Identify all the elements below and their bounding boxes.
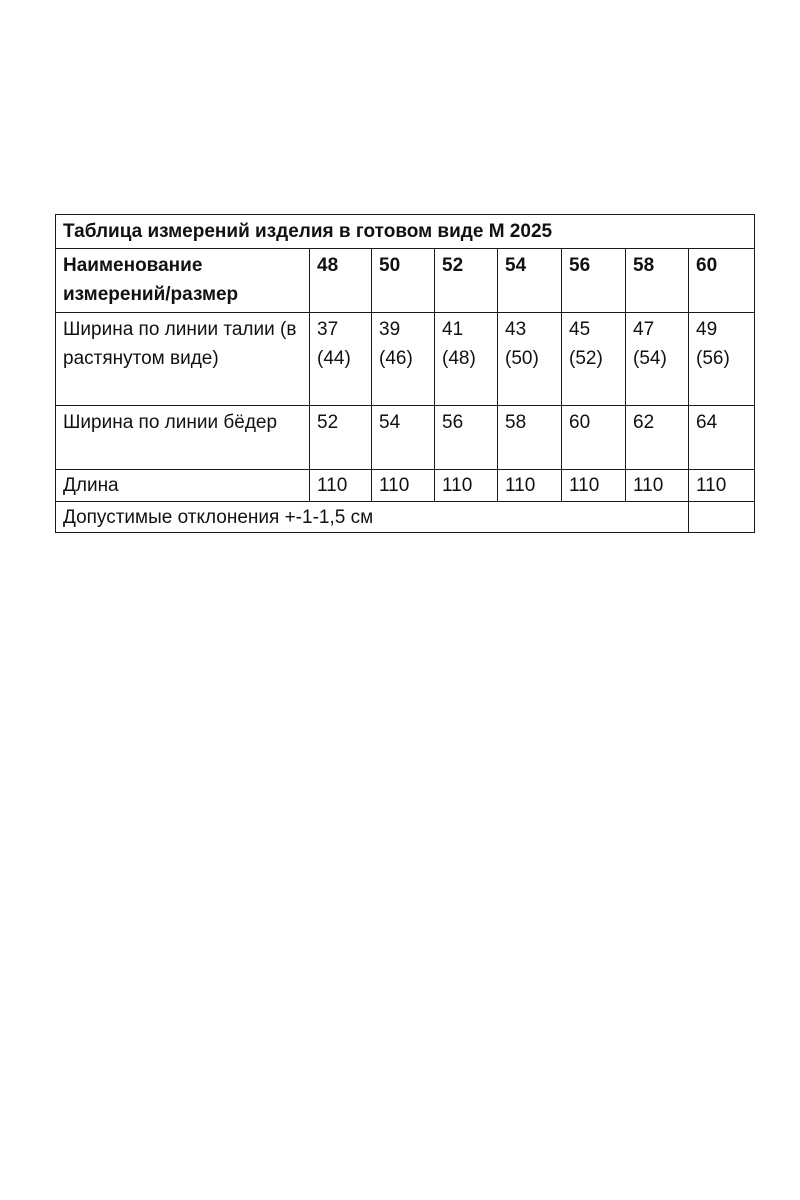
table-cell: 54	[372, 406, 435, 470]
table-title: Таблица измерений изделия в готовом виде М 2025	[56, 215, 755, 249]
table-cell	[626, 313, 689, 406]
table-cell: 58	[498, 406, 562, 470]
size-header: 54	[498, 249, 562, 313]
cell-value: 43	[505, 319, 527, 340]
table-cell: 110	[562, 470, 626, 502]
table-cell: 110	[372, 470, 435, 502]
row-label-length: Длина	[56, 470, 310, 502]
table-row	[56, 470, 755, 502]
cell-value: 45	[569, 319, 591, 340]
table-cell	[562, 313, 626, 406]
table-cell: 110	[626, 470, 689, 502]
row-label-waist-width: Ширина по линии талии (в растянутом виде)	[56, 313, 310, 406]
table-cell: 110	[435, 470, 498, 502]
cell-value: 47	[633, 319, 655, 340]
table-cell	[498, 313, 562, 406]
cell-value: 41	[442, 319, 464, 340]
table-cell	[435, 313, 498, 406]
table-row	[56, 313, 755, 406]
size-header: 60	[689, 249, 755, 313]
size-header: 52	[435, 249, 498, 313]
cell-value: 37	[317, 319, 339, 340]
cell-stretched-value: (52)	[569, 348, 603, 369]
tolerance-row	[56, 502, 755, 533]
table-cell: 110	[498, 470, 562, 502]
row-label-hip-width: Ширина по линии бёдер	[56, 406, 310, 470]
tolerance-note: Допустимые отклонения +-1-1,5 см	[56, 502, 689, 533]
header-label: Наименование измерений/размер	[56, 249, 310, 313]
empty-cell	[689, 502, 755, 533]
size-header: 48	[310, 249, 372, 313]
cell-stretched-value: (56)	[696, 348, 730, 369]
table-cell: 56	[435, 406, 498, 470]
measurements-table	[55, 214, 755, 533]
cell-stretched-value: (54)	[633, 348, 667, 369]
cell-value: 49	[696, 319, 718, 340]
header-row	[56, 249, 755, 313]
size-header: 50	[372, 249, 435, 313]
table-cell	[372, 313, 435, 406]
table-cell: 110	[310, 470, 372, 502]
table-cell: 60	[562, 406, 626, 470]
table-cell: 62	[626, 406, 689, 470]
size-header: 58	[626, 249, 689, 313]
table-row	[56, 406, 755, 470]
table-cell	[689, 313, 755, 406]
table-cell	[310, 313, 372, 406]
table-cell: 110	[689, 470, 755, 502]
table-cell: 64	[689, 406, 755, 470]
table-cell: 52	[310, 406, 372, 470]
cell-value: 39	[379, 319, 401, 340]
cell-stretched-value: (50)	[505, 348, 539, 369]
size-header: 56	[562, 249, 626, 313]
cell-stretched-value: (46)	[379, 348, 413, 369]
cell-stretched-value: (48)	[442, 348, 476, 369]
title-row	[56, 215, 755, 249]
cell-stretched-value: (44)	[317, 348, 351, 369]
